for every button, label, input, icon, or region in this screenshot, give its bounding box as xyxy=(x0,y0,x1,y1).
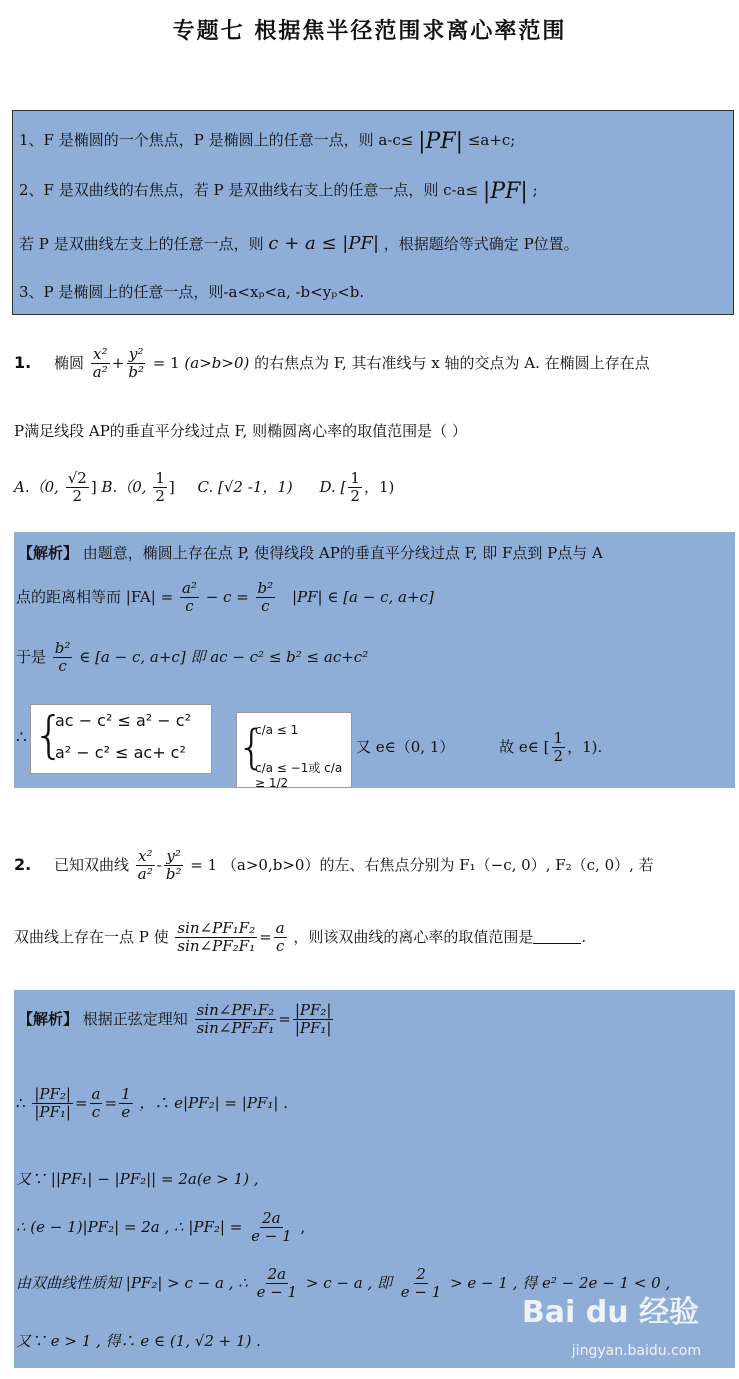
q2-frac-2 xyxy=(274,920,287,956)
q1-opt-a-label: A.（0, xyxy=(14,477,59,496)
sol1-line-2-a: 点的距离相等而 |FA| = xyxy=(16,587,174,606)
q1-opt-a-num: √2 xyxy=(67,469,87,487)
q1-opt-a-frac xyxy=(66,470,89,506)
q2-answer-blank xyxy=(533,943,581,944)
sol1-tail-den: 2 xyxy=(553,747,564,766)
q1-opt-b-den: 2 xyxy=(155,487,165,506)
sol2-line-4 xyxy=(16,1210,305,1246)
sol2-l1-f2-den: |PF₁| xyxy=(294,1019,332,1038)
q2-eq-rhs: = 1 xyxy=(190,855,218,874)
summary-line-4: 3、P 是椭圆上的任意一点，则-a<xₚ<a, -b<yₚ<b. xyxy=(19,283,365,301)
summary-line-1-tail: ≤a+c; xyxy=(467,131,516,149)
q1-opt-d-den: 2 xyxy=(350,487,360,506)
q1-opt-c: C. [√2 -1，1) xyxy=(197,477,293,496)
sol2-l5-f2-den: e − 1 xyxy=(400,1283,442,1302)
sol1-line-1 xyxy=(18,542,603,563)
sol2-l2-f3-den: e xyxy=(121,1103,131,1122)
summary-line-3-math: c + a ≤ |PF| xyxy=(268,233,380,254)
sol2-line-1: 【解析】 根据正弦定理知 $\frac{\text{sin∠PF₁F₂}}{\text{sin∠PF₂F₁}}$ = $\frac{\text{|PF₂|}}{\text{|PF₁|}}$ xyxy=(18,1001,332,1038)
sol1-line-2 xyxy=(16,580,434,616)
sol1-line-3-a: 于是 xyxy=(16,647,47,666)
sol2-line-5-b: > c − a , 即 xyxy=(305,1273,392,1292)
q1-opt-b-frac xyxy=(153,470,167,506)
sol1-tail-c: ，1). xyxy=(567,737,603,756)
summary-line-1 xyxy=(19,129,515,154)
q1-opt-b-label: B.（0, xyxy=(101,477,147,496)
q2-line-2-b: ，则该双曲线的离心率的取值范围是 xyxy=(293,927,534,946)
summary-line-1-text: 1、F 是椭圆的一个焦点，P 是椭圆上的任意一点，则 a-c≤ xyxy=(19,131,414,149)
sol2-line-2-a: ∴ xyxy=(16,1093,26,1112)
q1-eq-rhs: = 1 xyxy=(152,353,180,372)
q2-f-num: sin∠PF₁F₂ xyxy=(177,919,256,937)
sol2-l1-frac-1 xyxy=(195,1002,277,1038)
q2-frac-1 xyxy=(175,920,257,956)
q1-text-b: 的右焦点为 F, 其右准线与 x 轴的交点为 A. 在椭圆上存在点 xyxy=(254,353,650,372)
sol2-line-5-a: 由双曲线性质知 |PF₂| > c − a , ∴ xyxy=(16,1273,248,1292)
page-title: 专题七 根据焦半径范围求离心率范围 xyxy=(172,19,567,44)
sol1-line-2-b: |PF| ∈ [a − c, a+c] xyxy=(291,587,434,606)
sol1-tag: 【解析】 xyxy=(18,544,79,562)
q1-cond: (a>b>0) xyxy=(184,353,250,372)
sol2-line-6: 又∵ e > 1 , 得∴ e ∈ (1, √2 + 1) . xyxy=(16,1332,261,1350)
sol1-frac-1 xyxy=(180,580,199,616)
q1-line-1: 1. 椭圆 $\frac{\text{x²}}{\text{a²}}$ + $\frac{\text{y²}}{\text{b²}}$ = 1 (a>b>0) 的右焦点为 F, 其右准线与 x 轴的交点为 A. 在椭圆上存在点 xyxy=(14,345,650,382)
q1-opt-b-close: ] xyxy=(168,477,175,496)
sol2-l1-f1-den: sin∠PF₂F₁ xyxy=(196,1019,275,1038)
sol1-system-2 xyxy=(236,712,352,788)
summary-line-2-pf: |PF| xyxy=(482,179,528,204)
sol2-l2-f1-den: |PF₁| xyxy=(34,1103,71,1122)
sol1-frac-2 xyxy=(256,580,276,616)
q2-line-2: 双曲线上存在一点 P 使 $\frac{\text{sin∠PF₁F₂}}{\text{sin∠PF₂F₁}}$ = $\frac{a}{c}$ ，则该双曲线的离心率的取值范围是 . xyxy=(14,919,587,956)
sol2-l5-f2-num: 2 xyxy=(416,1265,426,1283)
sol1-line-1-text: 由题意，椭圆上存在点 P, 使得线段 AP的垂直平分线过点 F, 即 F点到 P点与 A xyxy=(82,544,603,562)
q2-eq-x-den: a² xyxy=(137,865,153,884)
q1-line-2: P满足线段 AP的垂直平分线过点 F, 则椭圆离心率的取值范围是（ ） xyxy=(14,422,467,440)
sol1-system-1-line-2: a² − c² ≤ ac+ c² xyxy=(55,743,186,762)
q1-opt-d-close: ，1) xyxy=(363,477,395,496)
sol2-l2-frac-1 xyxy=(32,1086,73,1122)
q1-opt-d-frac xyxy=(348,470,362,506)
sol2-l5-f1-den: e − 1 xyxy=(256,1283,298,1302)
sol2-l2-f2-num: a xyxy=(91,1085,101,1103)
sol1-tail-a: 又 e∈（0, 1） xyxy=(356,737,455,756)
summary-line-1-pf: |PF| xyxy=(418,129,464,154)
q2-eq-y-num: y² xyxy=(166,847,181,865)
q2-line-1: 2. 已知双曲线 $\frac{\text{x²}}{\text{a²}}$ - $\frac{\text{y²}}{\text{b²}}$ = 1 （a>0,b>0）的左、右焦点分别为 F₁（−c, 0）, F₂（c, 0）, 若 xyxy=(14,847,654,884)
q2-eq-y xyxy=(164,848,184,884)
q1-eq-y-num: y² xyxy=(128,345,144,363)
sol1-system-1-line-1: ac − c² ≤ a² − c² xyxy=(55,711,191,730)
summary-line-2 xyxy=(19,179,538,204)
q1-eq-x xyxy=(91,346,110,382)
sol1-line-3 xyxy=(16,640,368,676)
q2-f2-num: a xyxy=(275,919,285,937)
solution-1-box xyxy=(14,532,735,788)
q2-text-b: （a>0,b>0）的左、右焦点分别为 F₁（−c, 0）, F₂（c, 0）, 若 xyxy=(221,855,654,874)
sol1-tail-frac xyxy=(552,730,566,766)
sol2-l1-frac-2 xyxy=(293,1002,334,1038)
q1-eq-x-den: a² xyxy=(92,363,108,382)
q1-eq-x-num: x² xyxy=(93,345,108,363)
sol2-l1-f2-num: |PF₂| xyxy=(294,1001,332,1019)
sol1-tail-num: 1 xyxy=(553,729,564,747)
sol2-line-1-a: 根据正弦定理知 xyxy=(82,1009,188,1028)
sol2-l5-frac-2 xyxy=(399,1266,444,1302)
summary-line-2-tail: ; xyxy=(532,181,538,199)
q2-eq-x-num: x² xyxy=(138,847,153,865)
sol2-l2-f1-num: |PF₂| xyxy=(34,1085,71,1103)
sol2-line-4-b: , xyxy=(300,1217,306,1236)
sol2-line-2: ∴ $\frac{\text{|PF₂|}}{\text{|PF₁|}}$ = $\frac{a}{c}$ = $\frac{1}{e}$ ，∴ e|PF₂| = |PF₁| . xyxy=(16,1085,288,1122)
sol1-therefore: ∴ xyxy=(16,728,27,748)
sol1-f2-num: b² xyxy=(257,579,274,597)
q2-f2-den: c xyxy=(275,937,285,956)
sol1-line-2-mid: − c = xyxy=(205,587,249,606)
sol2-l2-f3-num: 1 xyxy=(121,1085,131,1103)
q1-opt-d-num: 1 xyxy=(350,469,360,487)
q1-opt-a-den: 2 xyxy=(72,487,83,506)
sol1-f1-den: c xyxy=(185,597,194,616)
sol1-system-1 xyxy=(30,704,212,774)
q1-opt-b-num: 1 xyxy=(155,469,165,487)
sol2-l2-f2-den: c xyxy=(91,1103,101,1122)
q1-opt-d-label: D. [ xyxy=(319,477,347,496)
sol2-l1-f1-num: sin∠PF₁F₂ xyxy=(196,1001,275,1019)
q2-eq-y-den: b² xyxy=(165,865,182,884)
sol1-tail-b: 故 e∈ [ xyxy=(499,737,550,756)
q2-line-2-end: . xyxy=(581,927,587,946)
sol2-l2-frac-3 xyxy=(119,1086,133,1122)
sol1-f3-den: c xyxy=(58,657,67,676)
sol1-line-3-b: ∈ [a − c, a+c] 即 ac − c² ≤ b² ≤ ac+c² xyxy=(79,647,369,666)
sol1-frac-3 xyxy=(53,640,73,676)
summary-line-2-text: 2、F 是双曲线的右焦点，若 P 是双曲线右支上的任意一点，则 c-a≤ xyxy=(19,181,479,199)
sol1-tail xyxy=(356,730,602,766)
summary-box xyxy=(12,110,734,315)
baidu-watermark-url: jingyan.baidu.com xyxy=(571,1343,701,1359)
sol2-l4-frac xyxy=(249,1210,294,1246)
sol2-l2-frac-2 xyxy=(90,1086,103,1122)
sol1-system-2-line-2: c/a ≤ −1或 c/a ≥ 1/2 xyxy=(255,761,343,790)
q2-number: 2. xyxy=(14,854,32,874)
sol1-f2-den: c xyxy=(261,597,270,616)
sol1-f1-num: a² xyxy=(181,579,197,597)
sol2-line-2-b: ，∴ e|PF₂| = |PF₁| . xyxy=(139,1093,288,1112)
q2-eq-x xyxy=(136,848,155,884)
sol2-line-3: 又∵ ||PF₁| − |PF₂|| = 2a(e > 1) , xyxy=(16,1170,259,1188)
q2-f-den: sin∠PF₂F₁ xyxy=(177,937,256,956)
summary-line-3-tail: ，根据题给等式确定 P位置。 xyxy=(383,235,579,253)
sol2-line-4-a: ∴ (e − 1)|PF₂| = 2a , ∴ |PF₂| = xyxy=(16,1217,243,1236)
q1-text-a: 椭圆 xyxy=(54,353,85,372)
q2-line-2-a: 双曲线上存在一点 P 使 xyxy=(14,927,169,946)
sol2-l5-frac-1 xyxy=(255,1266,300,1302)
sol2-l5-f1-num: 2a xyxy=(267,1265,287,1283)
sol1-system-1-brace: { xyxy=(33,706,65,764)
summary-line-3-head: 若 P 是双曲线左支上的任意一点，则 xyxy=(19,235,264,253)
sol2-l4-num: 2a xyxy=(262,1209,281,1227)
sol1-system-2-brace: { xyxy=(237,720,267,774)
sol2-tag: 【解析】 xyxy=(18,1009,79,1028)
q1-eq-y-den: b² xyxy=(128,363,144,382)
q2-text-a: 已知双曲线 xyxy=(54,855,130,874)
sol2-l4-den: e − 1 xyxy=(251,1227,292,1246)
q1-options xyxy=(14,470,394,506)
q1-eq-y xyxy=(126,346,146,382)
baidu-watermark: Bai du 经验 xyxy=(521,1295,699,1330)
sol1-f3-num: b² xyxy=(54,639,71,657)
q1-opt-a-close: ] xyxy=(90,477,97,496)
summary-line-3 xyxy=(19,233,579,254)
sol1-system-2-line-1: c/a ≤ 1 xyxy=(255,723,299,737)
q1-number: 1. xyxy=(14,352,32,372)
sol2-line-5-c: > e − 1 , 得 e² − 2e − 1 < 0 , xyxy=(450,1273,671,1292)
